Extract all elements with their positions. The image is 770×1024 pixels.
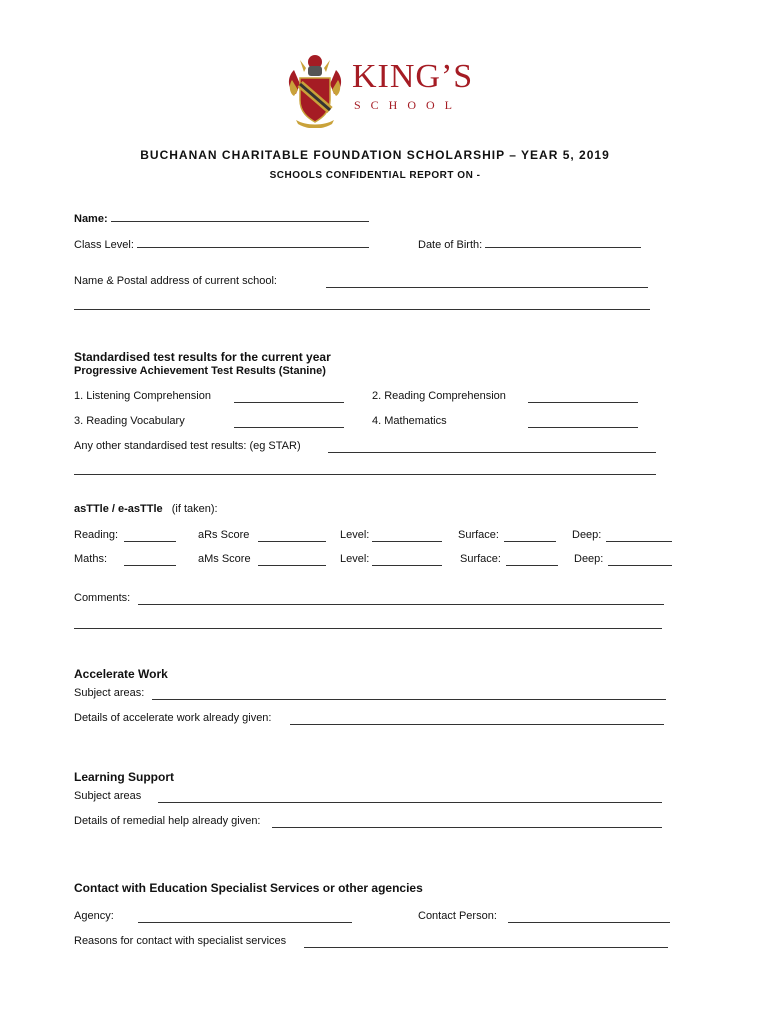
school-address-field-2[interactable]: [74, 309, 650, 310]
reading-vocabulary-field[interactable]: [234, 427, 344, 428]
maths-surface-field[interactable]: [506, 565, 558, 566]
accelerate-subject-field[interactable]: [152, 699, 666, 700]
contact-heading: Contact with Education Specialist Services or other agencies: [74, 881, 423, 895]
school-address-label: Name & Postal address of current school:: [74, 275, 277, 287]
ars-label: aRs Score: [198, 529, 250, 541]
contact-person-field[interactable]: [508, 922, 670, 923]
reading-label: Reading:: [74, 529, 119, 541]
maths-surface-label: Surface:: [460, 553, 501, 565]
tests-heading: Standardised test results for the current year: [74, 350, 331, 364]
dob-label: Date of Birth:: [418, 239, 483, 251]
comments-field[interactable]: [138, 604, 664, 605]
test-item: 1. Listening Comprehension: [74, 390, 211, 402]
comments-field-2[interactable]: [74, 628, 662, 629]
ars-field[interactable]: [258, 541, 326, 542]
name-label: Name:: [74, 213, 108, 225]
reading-level-label: Level:: [340, 529, 370, 541]
reading-deep-label: Deep:: [572, 529, 602, 541]
class-level-field[interactable]: [137, 237, 369, 248]
maths-deep-field[interactable]: [608, 565, 672, 566]
accelerate-heading: Accelerate Work: [74, 667, 168, 681]
reasons-field[interactable]: [304, 947, 668, 948]
tests-subheading: Progressive Achievement Test Results (Stanine): [74, 365, 326, 377]
mathematics-field[interactable]: [528, 427, 638, 428]
ams-field[interactable]: [258, 565, 326, 566]
maths-deep-label: Deep:: [574, 553, 604, 565]
class-level-row: [74, 237, 369, 251]
dob-field[interactable]: [485, 237, 641, 248]
other-tests-field[interactable]: [328, 452, 656, 453]
test-item: 2. Reading Comprehension: [372, 390, 506, 402]
learning-details-field[interactable]: [272, 827, 662, 828]
reasons-label: Reasons for contact with specialist services: [74, 935, 287, 947]
school-address-field[interactable]: [326, 287, 648, 288]
accelerate-subject-label: Subject areas:: [74, 687, 145, 699]
listening-field[interactable]: [234, 402, 344, 403]
other-tests-label: Any other standardised test results: (eg STAR): [74, 440, 301, 452]
reading-field[interactable]: [124, 541, 176, 542]
maths-field[interactable]: [124, 565, 176, 566]
comments-label: Comments:: [74, 592, 131, 604]
school-logo: [286, 50, 476, 130]
maths-level-field[interactable]: [372, 565, 442, 566]
reading-comprehension-field[interactable]: [528, 402, 638, 403]
logo-sub: SCHOOL: [354, 98, 463, 112]
dob-row: [418, 237, 641, 251]
reading-deep-field[interactable]: [606, 541, 672, 542]
maths-level-label: Level:: [340, 553, 370, 565]
maths-label: Maths:: [74, 553, 108, 565]
learning-subject-label: Subject areas: [74, 790, 142, 802]
other-tests-field-2[interactable]: [74, 474, 656, 475]
asttle-heading-bold: asTTle / e-asTTle: [74, 503, 163, 515]
reading-surface-label: Surface:: [458, 529, 499, 541]
accelerate-details-field[interactable]: [290, 724, 664, 725]
asttle-heading-rest: (if taken):: [171, 503, 218, 515]
crest-icon: [286, 50, 344, 128]
report-title: BUCHANAN CHARITABLE FOUNDATION SCHOLARSHIP – YEAR 5, 2019: [140, 148, 610, 162]
name-row: [74, 211, 369, 225]
agency-label: Agency:: [74, 910, 114, 922]
reading-surface-field[interactable]: [504, 541, 556, 542]
accelerate-details-label: Details of accelerate work already given:: [74, 712, 272, 724]
contact-person-label: Contact Person:: [418, 910, 497, 922]
asttle-heading: [74, 503, 218, 515]
reading-level-field[interactable]: [372, 541, 442, 542]
name-field[interactable]: [111, 211, 369, 222]
learning-details-label: Details of remedial help already given:: [74, 815, 261, 827]
learning-subject-field[interactable]: [158, 802, 662, 803]
test-item: 3. Reading Vocabulary: [74, 415, 185, 427]
agency-field[interactable]: [138, 922, 352, 923]
class-level-label: Class Level:: [74, 239, 134, 251]
report-subtitle: SCHOOLS CONFIDENTIAL REPORT ON -: [269, 170, 481, 181]
learning-heading: Learning Support: [74, 770, 174, 784]
logo-name: KING’S: [352, 58, 474, 95]
ams-label: aMs Score: [198, 553, 251, 565]
test-item: 4. Mathematics: [372, 415, 447, 427]
